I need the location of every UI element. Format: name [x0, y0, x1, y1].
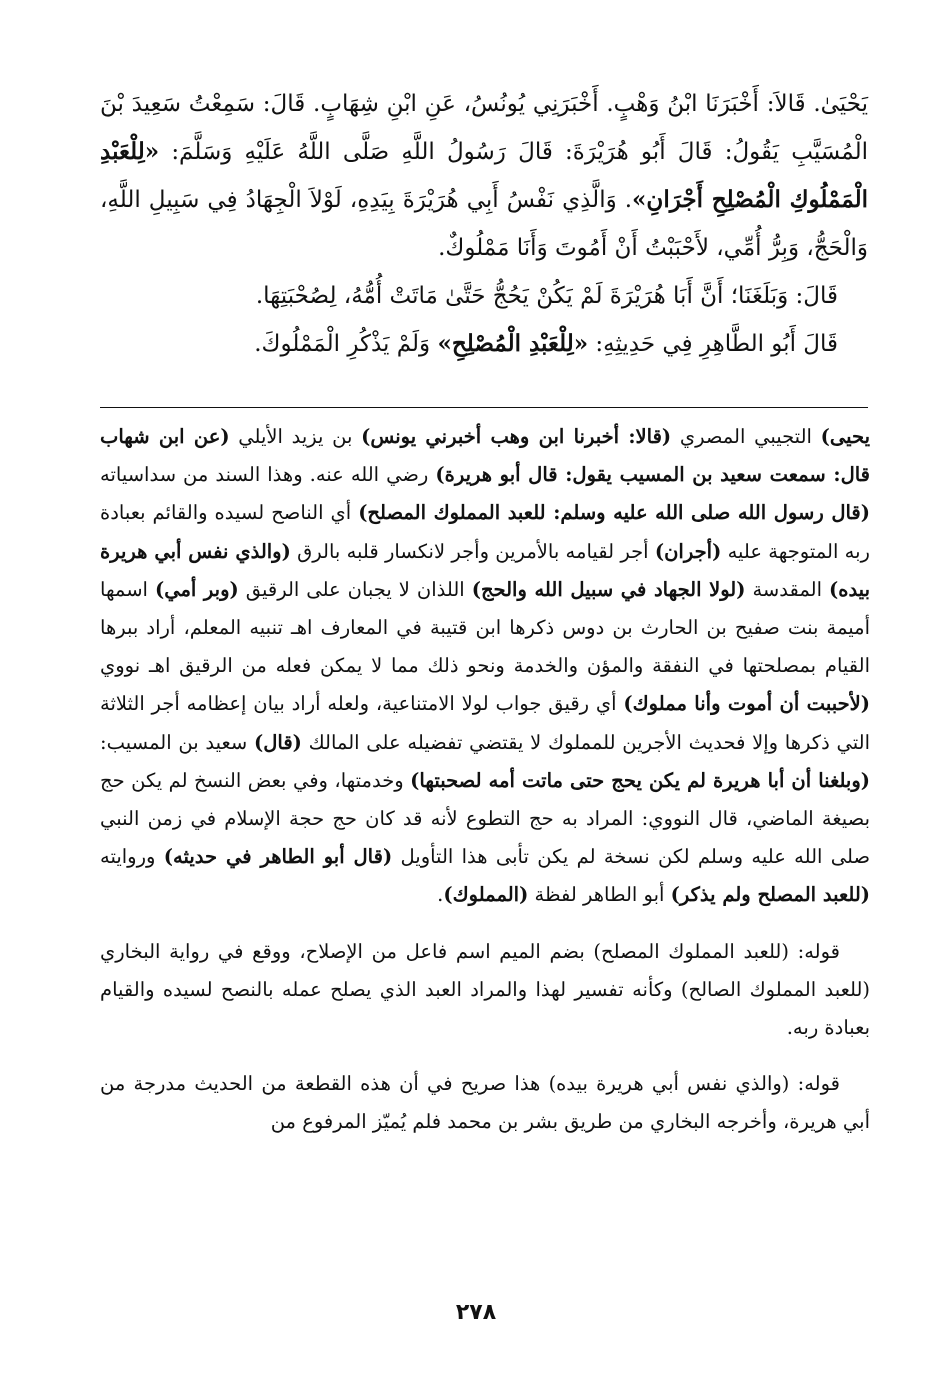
bold-span: (والذي نفس أبي هريرة بيده) [100, 539, 870, 601]
bold-span: (عن ابن شهاب قال: سمعت سعيد بن المسيب يقول: قال أبو هريرة) [100, 425, 870, 487]
text-span: أي الناصح لسيده والقائم بعبادة ربه المتوجهة عليه [100, 501, 870, 563]
text-span: المقدسة [745, 577, 829, 601]
commentary-paragraph: قوله: (للعبد المملوك المصلح) بضم الميم اسم فاعل من الإصلاح، ووقع في رواية البخاري (للعبد المملوك الصالح) وكأنه تفسير لهذا والمراد العبد الذي يصلح عمله بالنصح لسيده والقيام بعبادة ربه. [100, 939, 870, 1040]
text-span: بن يزيد الأيلي [229, 425, 362, 448]
hadith-line: يَحْيَىٰ. قَالاَ: أَخْبَرَنَا ابْنُ وَهْبٍ. أَخْبَرَنِي يُونُسُ، عَنِ ابْنِ شِهَابٍ. قَالَ: سَمِعْتُ [188, 91, 868, 117]
hadith-paragraph [100, 80, 868, 272]
separator-rule [100, 407, 868, 408]
text-span: سعيد بن المسيب: [100, 730, 254, 754]
text-span: أبو الطاهر لفظة [528, 883, 671, 907]
bold-span: (قال) [253, 730, 302, 754]
text-span: التجيبي المصري [671, 425, 821, 448]
bold-span: (قالا: أخبرنا ابن وهب أخبرني يونس) [361, 425, 672, 448]
hadith-line: . وَالَّذِي نَفْسُ أَبِي هُرَيْرَةَ بِيَدِهِ، لَوْلاَ الْجِهَادُ فِي [207, 187, 633, 213]
bold-span: يحيى) [820, 425, 871, 448]
text-span: أجر لقيامه بالأمرين وأجر لانكسار قلبه بالرق [290, 539, 655, 563]
text-span: اللذان لا يجبان على الرقيق [238, 577, 472, 601]
hadith-line: وَلَمْ يَذْكُرِ الْمَمْلُوكَ. [254, 331, 438, 357]
hadith-bold-quote: «لِلْعَبْدِ الْمَمْلُوكِ الْمُصْلِحِ أَجْرَانِ» [100, 138, 869, 213]
text-span: رضي الله عنه. وهذا السند من سداسياته [100, 463, 436, 487]
bold-span: (قال رسول الله صلى الله عليه وسلم: للعبد المملوك المصلح) [358, 501, 870, 525]
commentary-paragraph [100, 418, 870, 915]
hadith-line: سَبِيلِ اللَّهِ، وَالْحَجُّ، وَبِرُّ أُمِّي، لأَحْبَبْتُ أَنْ أَمُوتَ وَأَنَا مَمْلُوكٌ. [100, 187, 868, 261]
bold-span: (قال أبو الطاهر في حديثه) [163, 845, 393, 869]
bold-span: (للعبد المصلح ولم يذكر) [670, 883, 870, 907]
bold-span: (وبلغنا أن أبا هريرة لم يكن يحج حتى ماتت أمه لصحبتها) [410, 768, 870, 792]
commentary-text [100, 418, 870, 1142]
bold-span: (المملوك) [443, 883, 529, 907]
text-span: أي رقيق جواب لولا الامتناعية، ولعله أراد بيان إعظامه أجر الثلاثة التي ذكرها وإلا فحديث الأجرين للمملوك لا يقتضي تفضيله على المالك [100, 692, 870, 754]
text-span: اسمها أميمة بنت صفيح بن الحارث بن دوس ذكرها ابن قتيبة في المعارف اهـ تنبيه المعلم، أراد ببرها القيام بمصلحتها في النفقة والمؤن والخدمة ونحو ذلك مما لا يمكن فعله من الرقيق اهـ نووي [100, 577, 870, 678]
hadith-line: قَالَ أَبُو الطَّاهِرِ فِي حَدِيثِهِ: [588, 331, 838, 357]
bold-span: (أجران) [654, 539, 722, 563]
hadith-line: سَعِيدَ بْنَ الْمُسَيَّبِ يَقُولُ: قَالَ أَبُو هُرَيْرَةَ: قَالَ رَسُولُ اللَّهِ صَلَّى اللَّهُ عَلَيْهِ وَسَلَّمَ: [100, 91, 869, 165]
page-number: ٢٧٨ [455, 1300, 497, 1325]
bold-span: (لأحببت أن أموت وأنا مملوك) [623, 692, 870, 716]
text-span: . [437, 883, 444, 907]
hadith-line: قَالَ: وَبَلَغَنَا؛ أَنَّ أَبَا هُرَيْرَةَ لَمْ يَكُنْ يَحُجُّ حَتَّىٰ مَاتَتْ أُمُّهُ، لِصُحْبَتِهَا. [255, 283, 838, 309]
commentary-paragraph: قوله: (والذي نفس أبي هريرة بيده) هذا صريح في أن هذه القطعة من الحديث مدرجة من أبي هريرة، وأخرجه البخاري من طريق بشر بن محمد فلم يُميّز المرفوع من [100, 1072, 870, 1134]
text-span: وروايته [100, 845, 164, 869]
hadith-paragraph [100, 272, 868, 320]
hadith-paragraph [100, 320, 868, 368]
bold-span: (وبر أمي) [154, 577, 239, 601]
hadith-text [100, 80, 868, 368]
bold-span: (لولا الجهاد في سبيل الله والحج) [471, 577, 746, 601]
text-span: وخدمتها، وفي بعض النسخ لم يكن حج بصيغة الماضي، قال النووي: المراد به حج التطوع لأنه قد كان حج حجة الإسلام في زمن النبي صلى الله عليه وسلم لكن نسخة لم يكن تأبى هذا التأويل [100, 768, 871, 869]
hadith-bold-quote: «لِلْعَبْدِ الْمُصْلِحِ» [437, 330, 589, 357]
